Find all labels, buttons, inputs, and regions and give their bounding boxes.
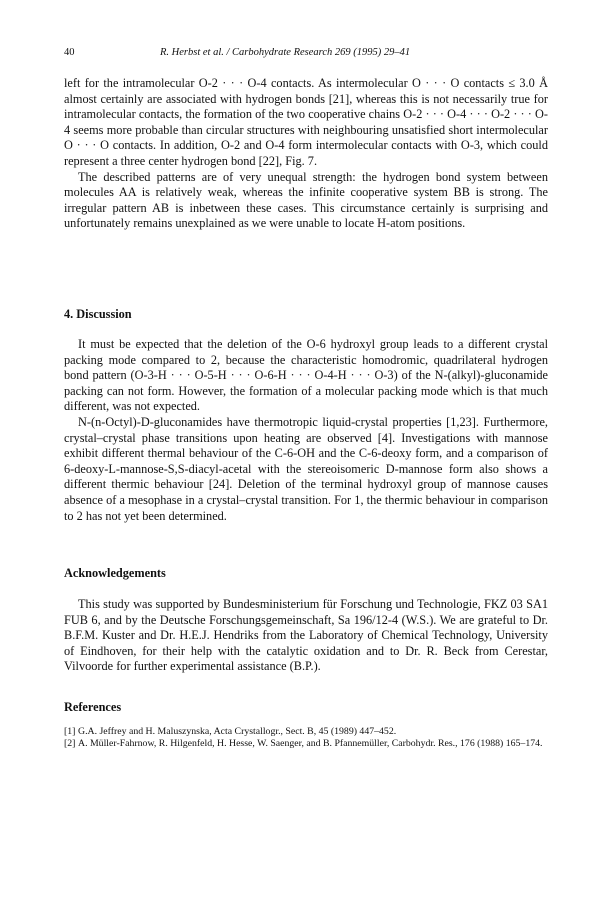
reference-number: [2]: [64, 738, 76, 750]
acknowledgements-section: [64, 566, 548, 581]
running-title: R. Herbst et al. / Carbohydrate Research 269 (1995) 29–41: [160, 47, 411, 58]
reference-text: G.A. Jeffrey and H. Maluszynska, Acta Crystallogr., Sect. B, 45 (1989) 447–452.: [78, 726, 397, 737]
page-header: [64, 47, 548, 61]
references-list: [64, 726, 548, 751]
reference-text: A. Müller-Fahrnow, R. Hilgenfeld, H. Hesse, W. Saenger, and B. Pfannemüller, Carbohydr. Res., 176 (1988) 165–174.: [78, 738, 543, 750]
acknowledgements-body: [64, 597, 548, 675]
page-number: 40: [64, 47, 75, 58]
acknowledgements-heading: Acknowledgements: [64, 566, 166, 580]
discussion-heading: 4. Discussion: [64, 307, 132, 321]
discussion-body: [64, 337, 548, 524]
acknowledgements-text: This study was supported by Bundesministerium für Forschung und Technologie, FKZ 03 SA1 FUB 6, and by the Deutsche Forschungsgemeinschaft, Sa 196/12-4 (W.S.). We are grateful to Dr. B.F.M. Kuster and Dr. H.E.J. Hendriks from the Laboratory of Chemical Technology, University of Eindhoven, for their help with the catalytic oxidation and to Dr. R. Beck from Cerestar, Vilvoorde for further experimental assistance (B.P.).: [64, 597, 548, 674]
discussion-paragraph-1: It must be expected that the deletion of the O-6 hydroxyl group leads to a different crystal packing mode compared to 2, because the characteristic homodromic, quadrilateral hydrogen bond pattern (O-3-H · · · O-5-H · · · O-6-H · · · O-4-H · · · O-3) of the N-(alkyl)-gluconamide packing can not form. However, the formation of a molecular packing mode which is that much different, was not expected.: [64, 337, 548, 414]
intro-section: [64, 76, 548, 232]
reference-item: [64, 726, 548, 738]
reference-number: [1]: [64, 726, 76, 737]
references-heading: References: [64, 700, 122, 714]
references-section: [64, 700, 548, 715]
discussion-section: [64, 307, 548, 322]
reference-item: [64, 738, 548, 750]
intro-paragraph-2: The described patterns are of very unequal strength: the hydrogen bond system between molecules AA is relatively weak, whereas the infinite cooperative system BB is strong. The irregular pattern AB is inbetween these cases. This circumstance certainly is surprising and unfortunately remains unexplained as we were unable to locate H-atom positions.: [64, 169, 548, 231]
discussion-paragraph-2: N-(n-Octyl)-D-gluconamides have thermotropic liquid-crystal properties [1,23]. Furthermore, crystal–crystal phase transitions upon heating are observed [4]. Investigations with mannose exhibit different thermal behaviour of the C-6-OH and the C-6-deoxy form, and a comparison of 6-deoxy-L-mannose-S,S-diacyl-acetal with the stereoisomeric D-mannose form also shows a different thermic behaviour [24]. Deletion of the terminal hydroxyl group of mannose causes absence of a mesophase in a crystal–crystal transition. For 1, the thermic behaviour in comparison to 2 has not yet been determined.: [64, 414, 548, 523]
intro-paragraph-1: left for the intramolecular O-2 · · · O-4 contacts. As intermolecular O · · · O contacts ≤ 3.0 Å almost certainly are associated with hydrogen bonds [21], whereas this is not necessarily true for intramolecular contacts, the formation of the two cooperative chains O-2 · · · O-4 · · · O-2 · · · O-4 seems more probable than circular structures with neighbouring unsatisfied short intermolecular O · · · O contacts. In addition, O-2 and O-4 form intermolecular contacts with O-3, which could represent a three center hydrogen bond [22], Fig. 7.: [64, 76, 548, 168]
